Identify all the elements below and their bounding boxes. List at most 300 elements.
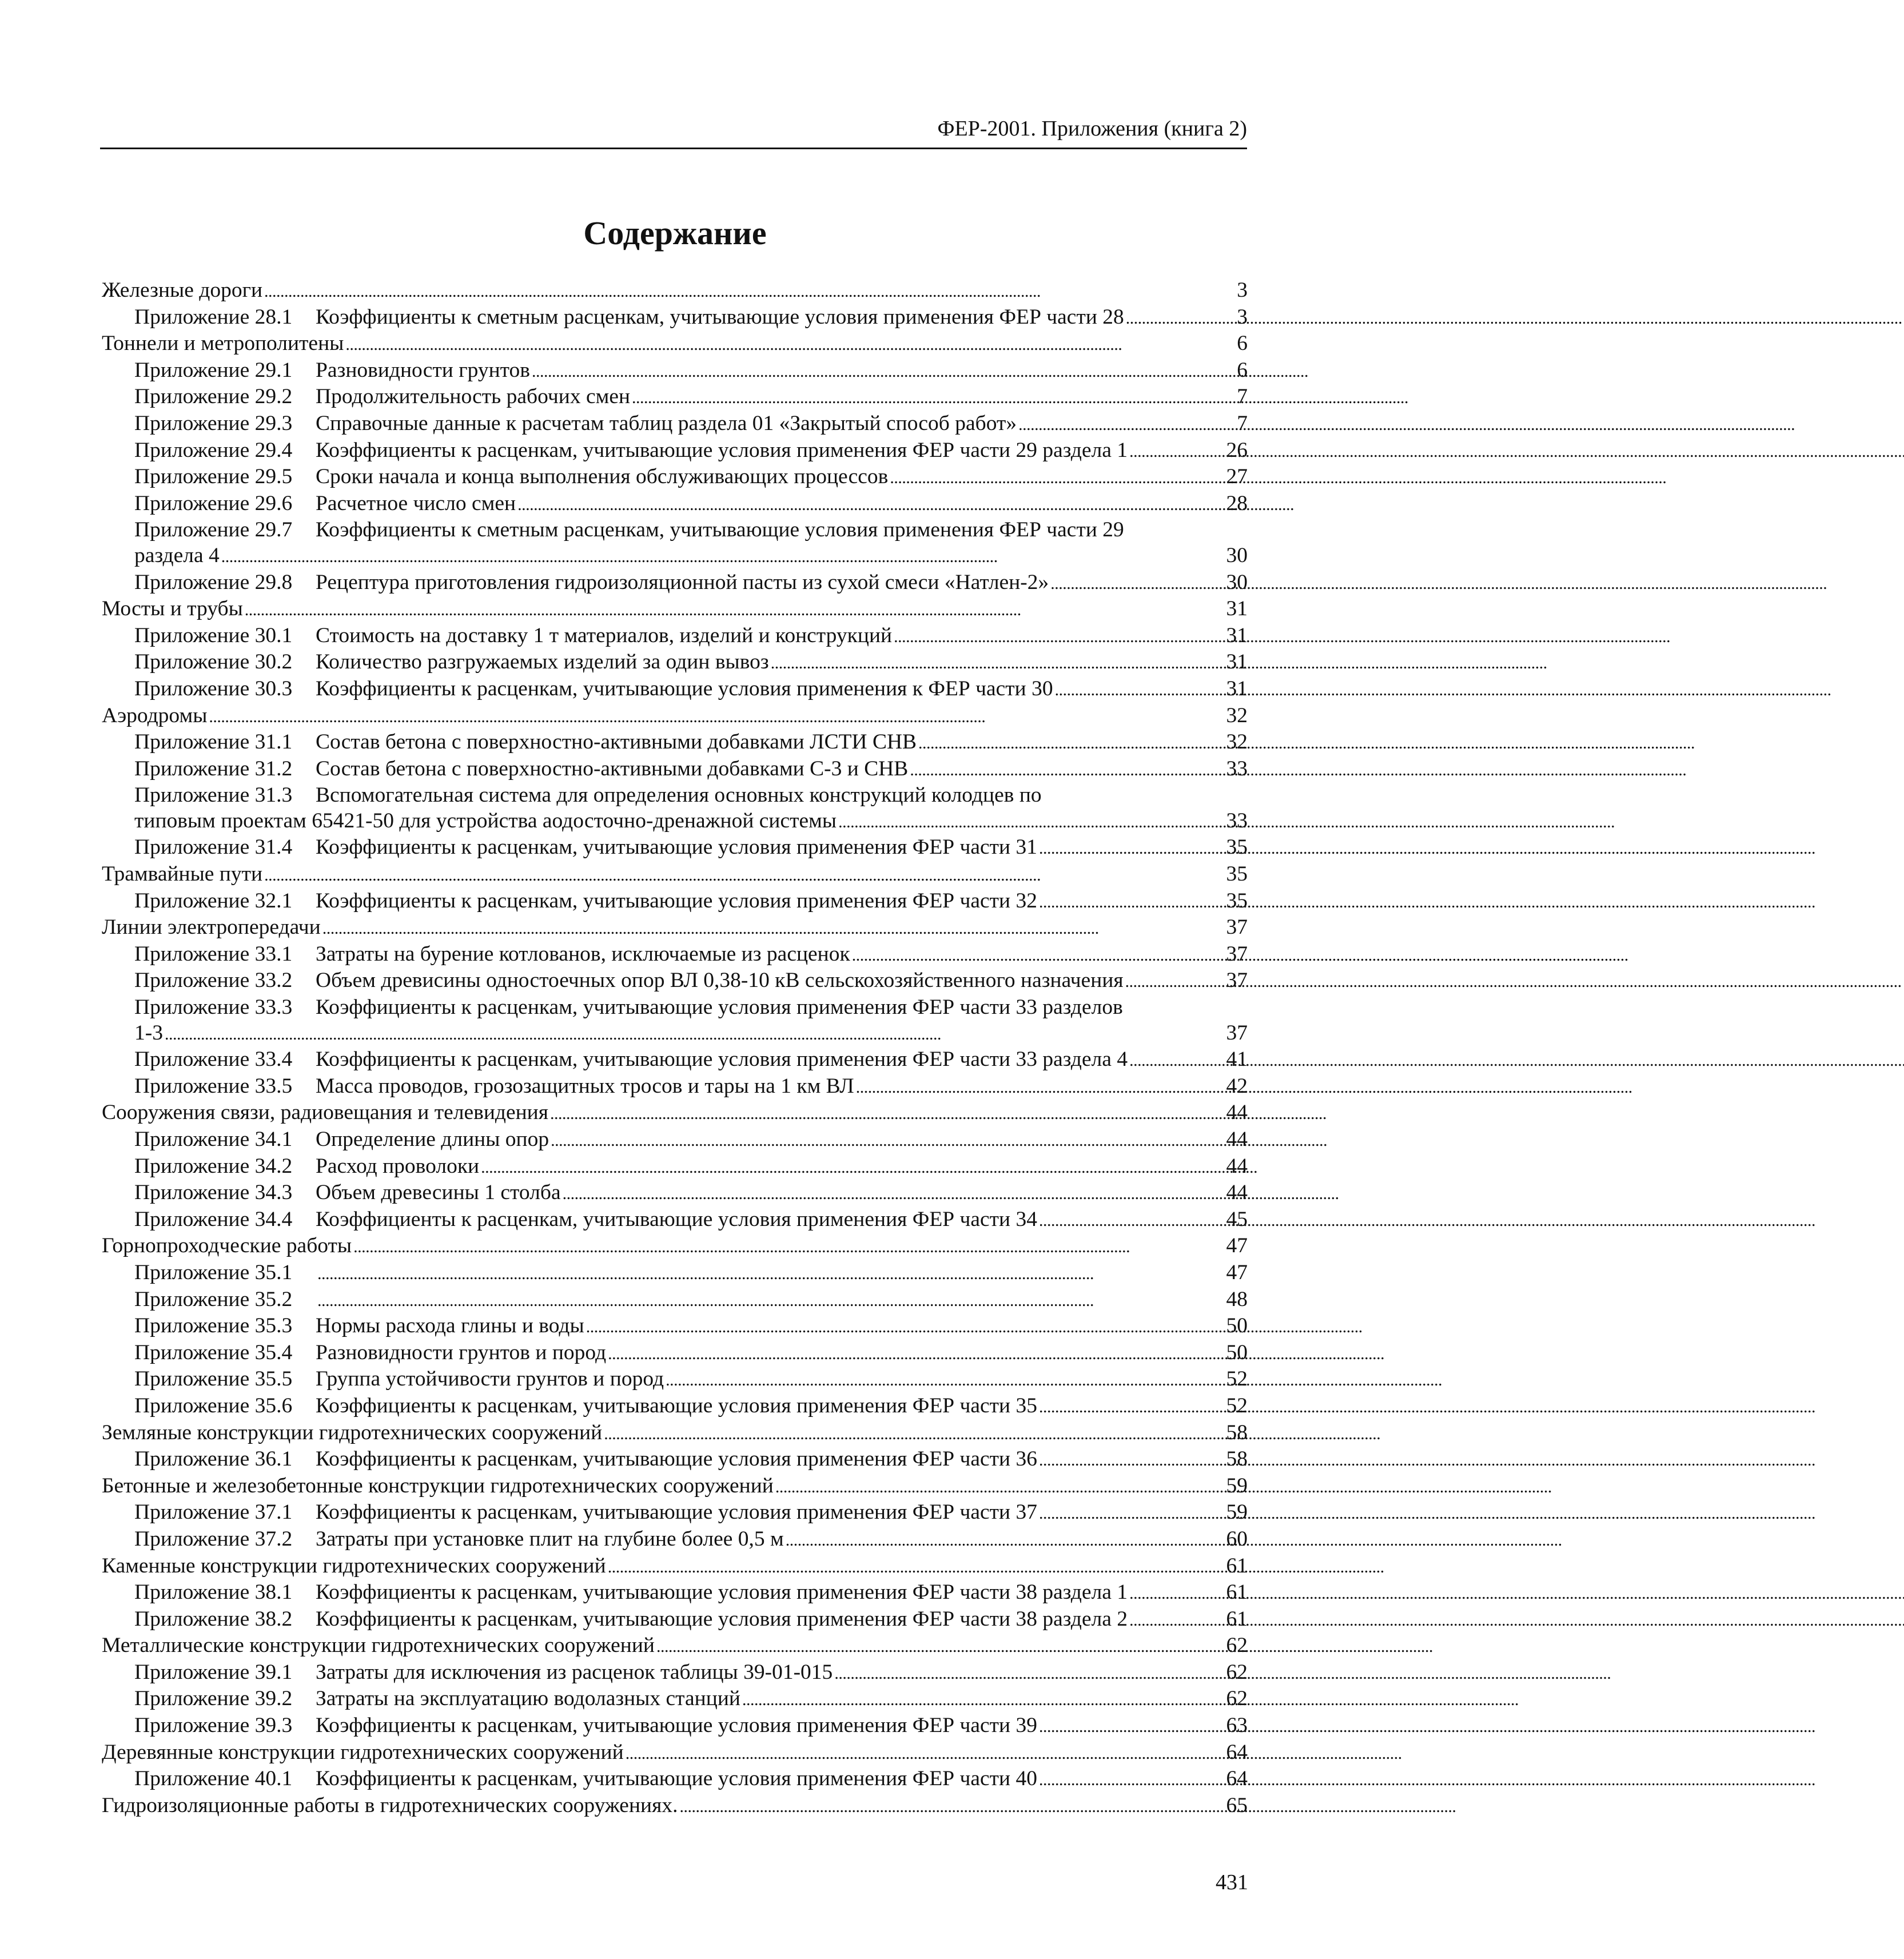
toc-page-number: 44 <box>1226 1154 1248 1178</box>
toc-section-line <box>102 1740 1248 1767</box>
toc-appendix-title: Коэффициенты к расценкам, учитывающие условия применения ФЕР части 32 <box>316 889 1037 913</box>
dot-leader <box>262 862 1225 889</box>
toc-appendix-label: Приложение 33.4 <box>134 1048 293 1072</box>
dot-leader <box>316 1260 1225 1287</box>
toc-appendix-line <box>102 1686 1248 1713</box>
toc-appendix-title: Коэффициенты к сметным расценкам, учитывающие условия применения ФЕР части 28 <box>316 305 1124 329</box>
toc-entry[interactable] <box>102 1393 1248 1420</box>
toc-page-number: 47 <box>1226 1260 1248 1284</box>
toc-entry[interactable] <box>102 570 1248 597</box>
dot-leader <box>1037 1500 1225 1527</box>
dot-leader <box>602 1420 1225 1447</box>
toc-page-number: 65 <box>1226 1793 1248 1817</box>
toc-entry[interactable] <box>102 1474 1248 1500</box>
toc-entry[interactable] <box>102 1313 1248 1340</box>
toc-appendix-label: Приложение 37.2 <box>134 1527 293 1551</box>
toc-section-title: Горнопроходческие работы <box>102 1234 352 1258</box>
toc-entry[interactable] <box>102 1154 1248 1181</box>
toc-entry[interactable] <box>102 1233 1248 1260</box>
dot-leader <box>606 1340 1225 1367</box>
toc-appendix-label: Приложение 39.2 <box>134 1687 293 1711</box>
toc-appendix-label: Приложение 29.1 <box>134 358 293 382</box>
toc-page-number: 63 <box>1226 1714 1248 1738</box>
toc-section-line <box>102 331 1248 358</box>
toc-appendix-line <box>102 1127 1248 1154</box>
toc-section-line <box>102 1420 1248 1447</box>
toc-page-number: 45 <box>1226 1207 1248 1231</box>
toc-section-title: Тоннели и метрополитены <box>102 332 344 356</box>
toc-appendix-line <box>102 756 1248 783</box>
toc-entry[interactable] <box>102 1047 1248 1074</box>
dot-leader <box>832 1660 1225 1687</box>
toc-appendix-continuation: раздела 4 <box>134 543 220 567</box>
toc-page-number: 62 <box>1226 1634 1248 1658</box>
toc-appendix-label: Приложение 29.4 <box>134 438 293 462</box>
toc-appendix-line <box>102 1340 1248 1367</box>
dot-leader <box>854 1074 1225 1101</box>
toc-appendix-title: Объем древисины одностоечных опор ВЛ 0,38-10 кВ сельскохозяйственного назначения <box>316 969 1124 993</box>
toc-entry[interactable] <box>102 1260 1248 1287</box>
toc-appendix-label: Приложение 31.1 <box>134 730 293 754</box>
toc-appendix-continuation: типовым проектам 65421-50 для устройства аодосточно-дренажной системы <box>134 809 837 833</box>
toc-entry[interactable] <box>102 730 1248 756</box>
toc-entry[interactable] <box>102 491 1248 518</box>
toc-page-number: 47 <box>1226 1234 1248 1258</box>
table-of-contents <box>102 278 1248 1819</box>
toc-section-title: Земляные конструкции гидротехнических сооружений <box>102 1420 603 1444</box>
dot-leader <box>1128 1047 1225 1074</box>
toc-entry[interactable] <box>102 968 1248 995</box>
toc-appendix-continuation: 1-3 <box>134 1021 163 1045</box>
toc-appendix-line <box>102 1367 1248 1393</box>
toc-page-number: 6 <box>1237 358 1248 382</box>
toc-page-number: 37 <box>1226 1021 1248 1045</box>
toc-page-number: 33 <box>1226 809 1248 833</box>
toc-page-number: 30 <box>1226 570 1248 594</box>
toc-appendix-title: Разновидности грунтов и пород <box>316 1340 607 1364</box>
toc-page-number: 61 <box>1226 1554 1248 1578</box>
toc-page-number: 37 <box>1226 969 1248 993</box>
toc-appendix-line <box>102 1154 1248 1181</box>
toc-section-title: Деревянные конструкции гидротехнических сооружений <box>102 1740 624 1764</box>
toc-section-line <box>102 1633 1248 1660</box>
toc-page-number: 52 <box>1226 1367 1248 1391</box>
toc-appendix-title: Разновидности грунтов <box>316 358 531 382</box>
toc-entry[interactable] <box>102 1607 1248 1634</box>
toc-appendix-title: Затраты при установке плит на глубине более 0,5 м <box>316 1527 784 1551</box>
toc-appendix-label: Приложение 35.6 <box>134 1393 293 1418</box>
dot-leader <box>1053 676 1225 703</box>
toc-appendix-title: Расход проволоки <box>316 1154 480 1178</box>
toc-appendix-title: Рецептура приготовления гидроизоляционной пасты из сухой смеси «Натлен-2» <box>316 570 1049 594</box>
toc-appendix-label: Приложение 33.5 <box>134 1074 293 1098</box>
toc-appendix-line <box>102 623 1248 650</box>
toc-appendix-label: Приложение 34.2 <box>134 1154 293 1178</box>
toc-appendix-label: Приложение 30.3 <box>134 676 293 700</box>
toc-entry[interactable] <box>102 1740 1248 1767</box>
dot-leader <box>316 1287 1225 1314</box>
dot-leader <box>479 1154 1225 1181</box>
toc-appendix-label: Приложение 29.2 <box>134 385 293 409</box>
toc-appendix-line <box>102 1074 1248 1101</box>
toc-appendix-title: Нормы расхода глины и воды <box>316 1314 584 1338</box>
toc-entry[interactable] <box>102 517 1248 570</box>
toc-appendix-line <box>102 1313 1248 1340</box>
toc-appendix-label: Приложение 33.3 <box>134 996 293 1020</box>
toc-entry[interactable] <box>102 411 1248 438</box>
dot-leader <box>678 1793 1225 1820</box>
toc-entry[interactable] <box>102 942 1248 969</box>
toc-appendix-label: Приложение 37.1 <box>134 1500 293 1524</box>
toc-appendix-label: Приложение 29.3 <box>134 411 293 435</box>
toc-section-title: Трамвайные пути <box>102 862 263 886</box>
page-number: 431 <box>1216 1870 1248 1894</box>
toc-page-number: 35 <box>1226 889 1248 913</box>
toc-section-title: Металлические конструкции гидротехнических сооружений <box>102 1634 655 1658</box>
dot-leader <box>888 464 1225 491</box>
toc-appendix-title: Коэффициенты к расценкам, учитывающие условия применения ФЕР части 36 <box>316 1447 1037 1471</box>
toc-page-number: 3 <box>1237 305 1248 329</box>
toc-entry[interactable] <box>102 358 1248 385</box>
toc-appendix-line <box>102 1180 1248 1207</box>
toc-appendix-label: Приложение 35.1 <box>134 1260 293 1284</box>
toc-appendix-title: Коэффициенты к расценкам, учитывающие условия применения ФЕР части 34 <box>316 1207 1037 1231</box>
toc-appendix-label: Приложение 28.1 <box>134 305 293 329</box>
toc-appendix-body <box>316 517 1248 543</box>
dot-leader <box>1017 411 1236 438</box>
dot-leader <box>917 730 1225 756</box>
toc-appendix-label: Приложение 32.1 <box>134 889 293 913</box>
toc-entry[interactable] <box>102 1580 1248 1607</box>
toc-appendix-title: Затраты для исключения из расценок таблицы 39-01-015 <box>316 1660 833 1684</box>
toc-section-title: Бетонные и железобетонные конструкции гидротехнических сооружений <box>102 1474 774 1498</box>
toc-appendix-continuation-line <box>102 1021 1248 1048</box>
toc-appendix-label: Приложение 38.2 <box>134 1607 293 1631</box>
toc-appendix-line <box>102 1447 1248 1474</box>
toc-appendix-line <box>102 835 1248 862</box>
toc-page-number: 60 <box>1226 1527 1248 1551</box>
toc-section-line <box>102 1100 1248 1127</box>
toc-page-number: 48 <box>1226 1287 1248 1311</box>
toc-appendix-title: Группа устойчивости грунтов и пород <box>316 1367 664 1391</box>
toc-page-number: 44 <box>1226 1181 1248 1205</box>
toc-entry[interactable] <box>102 331 1248 358</box>
dot-leader <box>892 623 1225 650</box>
dot-leader <box>664 1367 1225 1393</box>
toc-entry[interactable] <box>102 835 1248 862</box>
dot-leader <box>220 543 1225 570</box>
toc-entry[interactable] <box>102 650 1248 676</box>
dot-leader <box>624 1740 1225 1767</box>
toc-appendix-line <box>102 1527 1248 1554</box>
toc-appendix-label: Приложение 34.3 <box>134 1181 293 1205</box>
dot-leader <box>262 278 1236 305</box>
toc-section-line <box>102 703 1248 730</box>
toc-page-number: 35 <box>1226 835 1248 859</box>
toc-appendix-title: Состав бетона с поверхностно-активными добавками С-3 и СНВ <box>316 756 909 781</box>
dot-leader <box>561 1180 1225 1207</box>
toc-entry[interactable] <box>102 1207 1248 1234</box>
toc-entry[interactable] <box>102 1100 1248 1127</box>
toc-entry[interactable] <box>102 1447 1248 1474</box>
dot-leader <box>530 358 1236 385</box>
toc-entry[interactable] <box>102 1686 1248 1713</box>
toc-entry[interactable] <box>102 1420 1248 1447</box>
toc-appendix-label: Приложение 31.4 <box>134 835 293 859</box>
toc-appendix-title: Количество разгружаемых изделий за один вывоз <box>316 650 769 674</box>
toc-appendix-line <box>102 464 1248 491</box>
dot-leader <box>352 1233 1225 1260</box>
dot-leader <box>1049 570 1225 597</box>
toc-entry[interactable] <box>102 1713 1248 1740</box>
toc-entry[interactable] <box>102 1660 1248 1687</box>
dot-leader <box>774 1474 1225 1500</box>
toc-appendix-line <box>102 730 1248 756</box>
dot-leader <box>548 1100 1225 1127</box>
toc-appendix-title: Коэффициенты к расценкам, учитывающие условия применения ФЕР части 39 <box>316 1714 1037 1738</box>
toc-section-line <box>102 862 1248 889</box>
toc-appendix-continuation-line <box>102 809 1248 835</box>
toc-page-number: 61 <box>1226 1607 1248 1631</box>
dot-leader <box>1037 1713 1225 1740</box>
toc-page-number: 50 <box>1226 1340 1248 1364</box>
toc-entry[interactable] <box>102 995 1248 1047</box>
toc-appendix-label: Приложение 39.1 <box>134 1660 293 1684</box>
toc-entry[interactable] <box>102 703 1248 730</box>
toc-appendix-line <box>102 1287 1248 1314</box>
toc-entry[interactable] <box>102 862 1248 889</box>
toc-appendix-title: Продолжительность рабочих смен <box>316 385 631 409</box>
toc-appendix-title: Расчетное число смен <box>316 491 516 515</box>
toc-appendix-line <box>102 1047 1248 1074</box>
toc-appendix-label: Приложение 31.2 <box>134 756 293 781</box>
dot-leader <box>584 1313 1225 1340</box>
toc-section-title: Гидроизоляционные работы в гидротехнических сооружениях. <box>102 1793 678 1817</box>
dot-leader <box>908 756 1225 783</box>
dot-leader <box>163 1021 1225 1048</box>
toc-entry[interactable] <box>102 623 1248 650</box>
toc-entry[interactable] <box>102 1633 1248 1660</box>
toc-entry[interactable] <box>102 1340 1248 1367</box>
toc-appendix-line <box>102 1393 1248 1420</box>
toc-page-number: 32 <box>1226 730 1248 754</box>
toc-appendix-title: Вспомогательная система для определения основных конструкций колодцев по <box>316 783 1042 807</box>
toc-appendix-line <box>102 438 1248 465</box>
toc-appendix-title: Масса проводов, грозозащитных тросов и тары на 1 км ВЛ <box>316 1074 854 1098</box>
toc-entry[interactable] <box>102 1074 1248 1101</box>
toc-entry[interactable] <box>102 756 1248 783</box>
toc-entry[interactable] <box>102 438 1248 465</box>
dot-leader <box>1037 1447 1225 1474</box>
toc-appendix-label: Приложение 39.3 <box>134 1714 293 1738</box>
toc-entry[interactable] <box>102 1766 1248 1793</box>
toc-appendix-label: Приложение 29.6 <box>134 491 293 515</box>
toc-appendix-title: Коэффициенты к сметным расценкам, учитывающие условия применения ФЕР части 29 <box>316 518 1124 542</box>
toc-page-number: 44 <box>1226 1101 1248 1125</box>
dot-leader <box>1037 1766 1225 1793</box>
toc-page-number: 35 <box>1226 862 1248 886</box>
toc-page-number: 28 <box>1226 491 1248 515</box>
toc-appendix-title: Затраты на эксплуатацию водолазных станций <box>316 1687 740 1711</box>
toc-entry[interactable] <box>102 1554 1248 1580</box>
toc-section-title: Мосты и трубы <box>102 597 243 621</box>
dot-leader <box>769 650 1225 676</box>
toc-entry[interactable] <box>102 1180 1248 1207</box>
toc-appendix-line <box>102 517 1248 543</box>
toc-entry[interactable] <box>102 305 1248 332</box>
dot-leader <box>1037 1207 1225 1234</box>
page-title: Содержание <box>583 214 767 252</box>
dot-leader <box>1128 1580 1225 1607</box>
toc-appendix-title: Коэффициенты к расценкам, учитывающие условия применения ФЕР части 35 <box>316 1393 1037 1418</box>
dot-leader <box>606 1554 1225 1580</box>
toc-appendix-line <box>102 384 1248 411</box>
toc-section-title: Каменные конструкции гидротехнических сооружений <box>102 1554 606 1578</box>
toc-appendix-label: Приложение 29.5 <box>134 465 293 489</box>
dot-leader <box>630 384 1236 411</box>
toc-appendix-title: Коэффициенты к расценкам, учитывающие условия применения ФЕР части 31 <box>316 835 1037 859</box>
toc-appendix-label: Приложение 36.1 <box>134 1447 293 1471</box>
toc-entry[interactable] <box>102 278 1248 305</box>
toc-page-number: 64 <box>1226 1740 1248 1764</box>
toc-entry[interactable] <box>102 1127 1248 1154</box>
toc-page-number: 62 <box>1226 1660 1248 1684</box>
dot-leader <box>1128 1607 1225 1634</box>
dot-leader <box>1037 889 1225 915</box>
toc-page-number: 44 <box>1226 1128 1248 1151</box>
toc-appendix-line <box>102 1766 1248 1793</box>
toc-appendix-title: Затраты на бурение котлованов, исключаемые из расценок <box>316 942 850 966</box>
toc-appendix-line <box>102 968 1248 995</box>
toc-page-number: 27 <box>1226 465 1248 489</box>
dot-leader <box>516 491 1225 518</box>
toc-appendix-title: Сроки начала и конца выполнения обслуживающих процессов <box>316 465 889 489</box>
toc-page-number: 6 <box>1237 332 1248 356</box>
toc-entry[interactable] <box>102 889 1248 915</box>
toc-appendix-title: Коэффициенты к расценкам, учитывающие условия применения ФЕР части 33 раздела 4 <box>316 1048 1128 1072</box>
toc-page-number: 42 <box>1226 1074 1248 1098</box>
dot-leader <box>740 1686 1225 1713</box>
toc-page-number: 7 <box>1237 411 1248 435</box>
dot-leader <box>837 809 1225 835</box>
toc-appendix-line <box>102 1713 1248 1740</box>
toc-appendix-line <box>102 889 1248 915</box>
dot-leader <box>1128 438 1225 465</box>
toc-section-line <box>102 1554 1248 1580</box>
toc-page-number: 41 <box>1226 1048 1248 1072</box>
toc-appendix-label: Приложение 33.1 <box>134 942 293 966</box>
toc-entry[interactable] <box>102 1367 1248 1393</box>
toc-appendix-title: Коэффициенты к расценкам, учитывающие условия применения ФЕР части 38 раздела 1 <box>316 1580 1128 1604</box>
toc-appendix-label: Приложение 30.1 <box>134 623 293 647</box>
toc-page-number: 62 <box>1226 1687 1248 1711</box>
toc-appendix-line <box>102 676 1248 703</box>
dot-leader <box>207 703 1225 730</box>
toc-appendix-label: Приложение 35.5 <box>134 1367 293 1391</box>
toc-appendix-line <box>102 1260 1248 1287</box>
toc-page-number: 58 <box>1226 1447 1248 1471</box>
toc-entry[interactable] <box>102 783 1248 835</box>
toc-section-title: Аэродромы <box>102 703 208 727</box>
toc-appendix-title: Определение длины опор <box>316 1128 549 1151</box>
toc-section-line <box>102 915 1248 942</box>
toc-appendix-line <box>102 305 1248 332</box>
toc-page-number: 31 <box>1226 676 1248 700</box>
toc-appendix-title: Объем древесины 1 столба <box>316 1181 561 1205</box>
toc-page-number: 32 <box>1226 703 1248 727</box>
toc-page-number: 50 <box>1226 1314 1248 1338</box>
dot-leader <box>321 915 1225 942</box>
toc-appendix-title: Стоимость на доставку 1 т материалов, изделий и конструкций <box>316 623 893 647</box>
toc-appendix-line <box>102 1660 1248 1687</box>
toc-appendix-body <box>316 995 1248 1021</box>
toc-page-number: 61 <box>1226 1580 1248 1604</box>
toc-appendix-line <box>102 1500 1248 1527</box>
toc-appendix-label: Приложение 35.4 <box>134 1340 293 1364</box>
toc-section-line <box>102 1233 1248 1260</box>
toc-appendix-label: Приложение 30.2 <box>134 650 293 674</box>
toc-page-number: 31 <box>1226 623 1248 647</box>
toc-entry[interactable] <box>102 1793 1248 1820</box>
toc-appendix-label: Приложение 40.1 <box>134 1767 293 1791</box>
toc-page-number: 58 <box>1226 1420 1248 1444</box>
toc-appendix-line <box>102 358 1248 385</box>
toc-appendix-continuation-line <box>102 543 1248 570</box>
toc-entry[interactable] <box>102 676 1248 703</box>
toc-entry[interactable] <box>102 1287 1248 1314</box>
toc-appendix-line <box>102 1580 1248 1607</box>
toc-appendix-label: Приложение 29.8 <box>134 570 293 594</box>
running-header <box>100 114 1247 149</box>
toc-appendix-title: Коэффициенты к расценкам, учитывающие условия применения ФЕР части 40 <box>316 1767 1037 1791</box>
dot-leader <box>1124 305 1236 332</box>
dot-leader <box>344 331 1236 358</box>
dot-leader <box>1124 968 1225 995</box>
toc-appendix-line <box>102 1607 1248 1634</box>
toc-section-title: Железные дороги <box>102 278 263 302</box>
toc-page-number: 64 <box>1226 1767 1248 1791</box>
dot-leader <box>549 1127 1225 1154</box>
toc-appendix-line <box>102 1207 1248 1234</box>
toc-page-number: 37 <box>1226 942 1248 966</box>
toc-appendix-title: Коэффициенты к расценкам, учитывающие условия применения к ФЕР части 30 <box>316 676 1053 700</box>
toc-entry[interactable] <box>102 384 1248 411</box>
toc-appendix-label: Приложение 31.3 <box>134 783 293 807</box>
toc-entry[interactable] <box>102 596 1248 623</box>
toc-appendix-title: Справочные данные к расчетам таблиц раздела 01 «Закрытый способ работ» <box>316 411 1017 435</box>
toc-page-number: 33 <box>1226 756 1248 781</box>
dot-leader <box>243 596 1225 623</box>
toc-entry[interactable] <box>102 915 1248 942</box>
toc-entry[interactable] <box>102 1527 1248 1554</box>
toc-entry[interactable] <box>102 1500 1248 1527</box>
toc-appendix-line <box>102 995 1248 1021</box>
dot-leader <box>784 1527 1225 1554</box>
toc-section-line <box>102 596 1248 623</box>
toc-appendix-line <box>102 411 1248 438</box>
dot-leader <box>1037 1393 1225 1420</box>
toc-appendix-label: Приложение 34.1 <box>134 1128 293 1151</box>
toc-appendix-title: Коэффициенты к расценкам, учитывающие условия применения ФЕР части 29 раздела 1 <box>316 438 1128 462</box>
toc-page-number: 3 <box>1237 278 1248 302</box>
toc-appendix-line <box>102 491 1248 518</box>
toc-appendix-line <box>102 570 1248 597</box>
toc-appendix-title: Коэффициенты к расценкам, учитывающие условия применения ФЕР части 37 <box>316 1500 1037 1524</box>
toc-entry[interactable] <box>102 464 1248 491</box>
toc-page-number: 30 <box>1226 543 1248 567</box>
dot-leader <box>655 1633 1225 1660</box>
toc-appendix-line <box>102 942 1248 969</box>
